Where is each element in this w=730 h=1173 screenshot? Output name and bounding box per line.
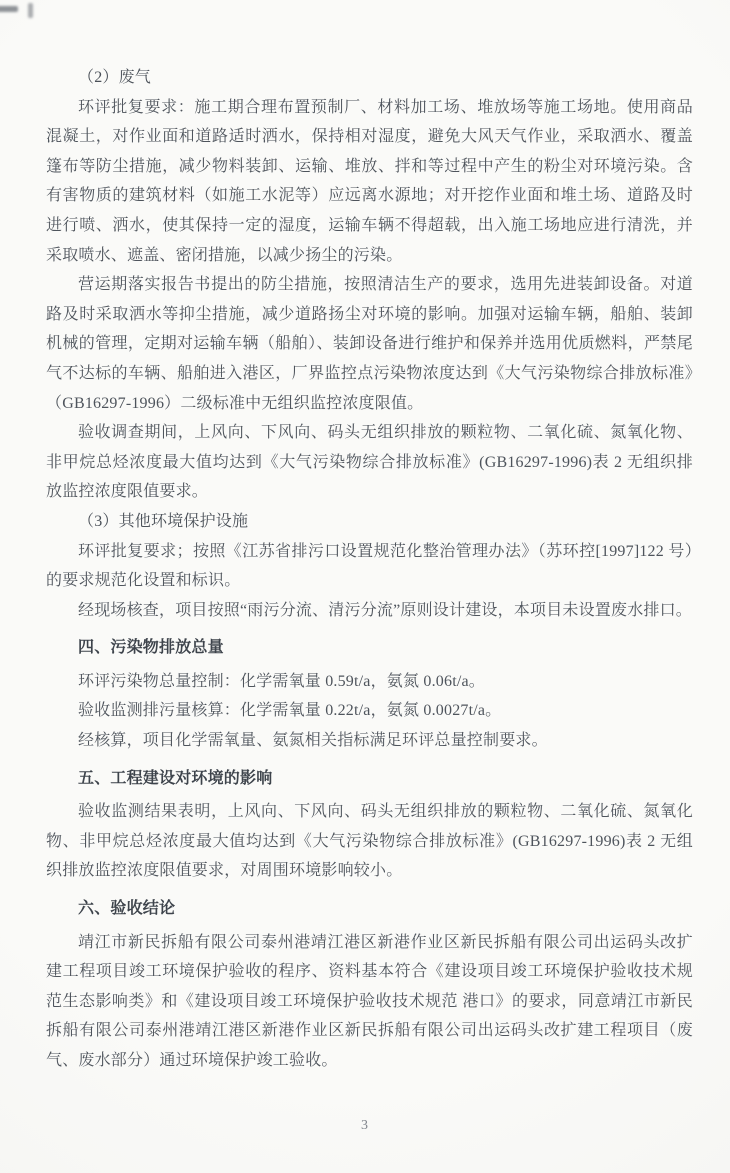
section-heading-pollutant-total: 四、污染物排放总量 [78,639,224,657]
scan-smudge-artifact [0,6,18,12]
para-eia-reply-outfall-standard: 环评批复要求；按照《江苏省排污口设置规范化整治管理办法》（苏环控[1997]122 号）的要求规范化设置和标识。 [46,542,693,590]
subsection-heading-other-facilities: （3）其他环境保护设施 [78,512,249,530]
para-eia-total-control-values: 环评污染物总量控制：化学需氧量 0.59t/a，氨氮 0.06t/a。 [78,672,485,690]
subsection-heading-waste-gas: （2）废气 [78,69,152,86]
para-eia-reply-construction-dust: 环评批复要求：施工期合理布置预制厂、材料加工场、堆放场等施工场地。使用商品混凝土，对作业面和道路适时洒水，保持相对湿度，避免大风天气作业，采取洒水、覆盖篷布等防尘措施，减少物料装卸、运输、堆放、拌和等过程中产生的粉尘对环境污染。含有害物质的建筑材料（如施工水泥等）应远离水源地；对开挖作业面和堆土场、道路及时进行喷、洒水，使其保持一定的湿度，运输车辆不得超载，出入施工场地应进行清洗，并采取喷水、遮盖、密闭措施，以减少扬尘的污染。 [46,98,693,264]
page-number: 3 [361,1118,369,1133]
para-operation-period-dust-control: 营运期落实报告书提出的防尘措施，按照清洁生产的要求，选用先进装卸设备。对道路及时采取洒水等抑尘措施，减少道路扬尘对环境的影响。加强对运输车辆，船舶、装卸机械的管理，定期对运输车辆（船舶）、装卸设备进行维护和保养并选用优质燃料，严禁尾气不达标的车辆、船舶进入港区，厂界监控点污染物浓度达到《大气污染物综合排放标准》（GB16297-1996）二级标准中无组织监控浓度限值。 [46,276,693,412]
document-body [46,63,693,1076]
scan-tick-artifact [28,3,33,18]
para-acceptance-survey-air-results: 验收调查期间，上风向、下风向、码头无组织排放的颗粒物、二氧化硫、氮氧化物、非甲烷总烃浓度最大值均达到《大气污染物综合排放标准》(GB16297-1996)表 2 无组织排放监控浓度限值要求。 [46,424,693,501]
section-heading-environment-impact: 五、工程建设对环境的影响 [78,769,273,787]
para-site-check-no-wastewater-outlet: 经现场核查，项目按照“雨污分流、清污分流”原则设计建设，本项目未设置废水排口。 [78,601,693,619]
para-monitoring-results-impact: 验收监测结果表明，上风向、下风向、码头无组织排放的颗粒物、二氧化硫、氮氧化物、非甲烷总烃浓度最大值均达到《大气污染物综合排放标准》(GB16297-1996)表 2 无组织排放监控浓度限值要求，对周围环境影响较小。 [46,803,693,880]
section-heading-acceptance-conclusion: 六、验收结论 [78,900,176,918]
para-total-control-conclusion: 经核算，项目化学需氧量、氨氮相关指标满足环评总量控制要求。 [78,732,548,750]
para-acceptance-monitoring-values: 验收监测排污量核算：化学需氧量 0.22t/a，氨氮 0.0027t/a。 [78,702,502,720]
para-final-acceptance-statement: 靖江市新民拆船有限公司泰州港靖江港区新港作业区新民拆船有限公司出运码头改扩建工程项目竣工环境保护验收的程序、资料基本符合《建设项目竣工环境保护验收技术规范生态影响类》和《建设项目竣工环境保护验收技术规范 港口》的要求，同意靖江市新民拆船有限公司泰州港靖江港区新港作业区新民拆船有限公司出运码头改扩建工程项目（废气、废水部分）通过环境保护竣工验收。 [46,933,693,1069]
